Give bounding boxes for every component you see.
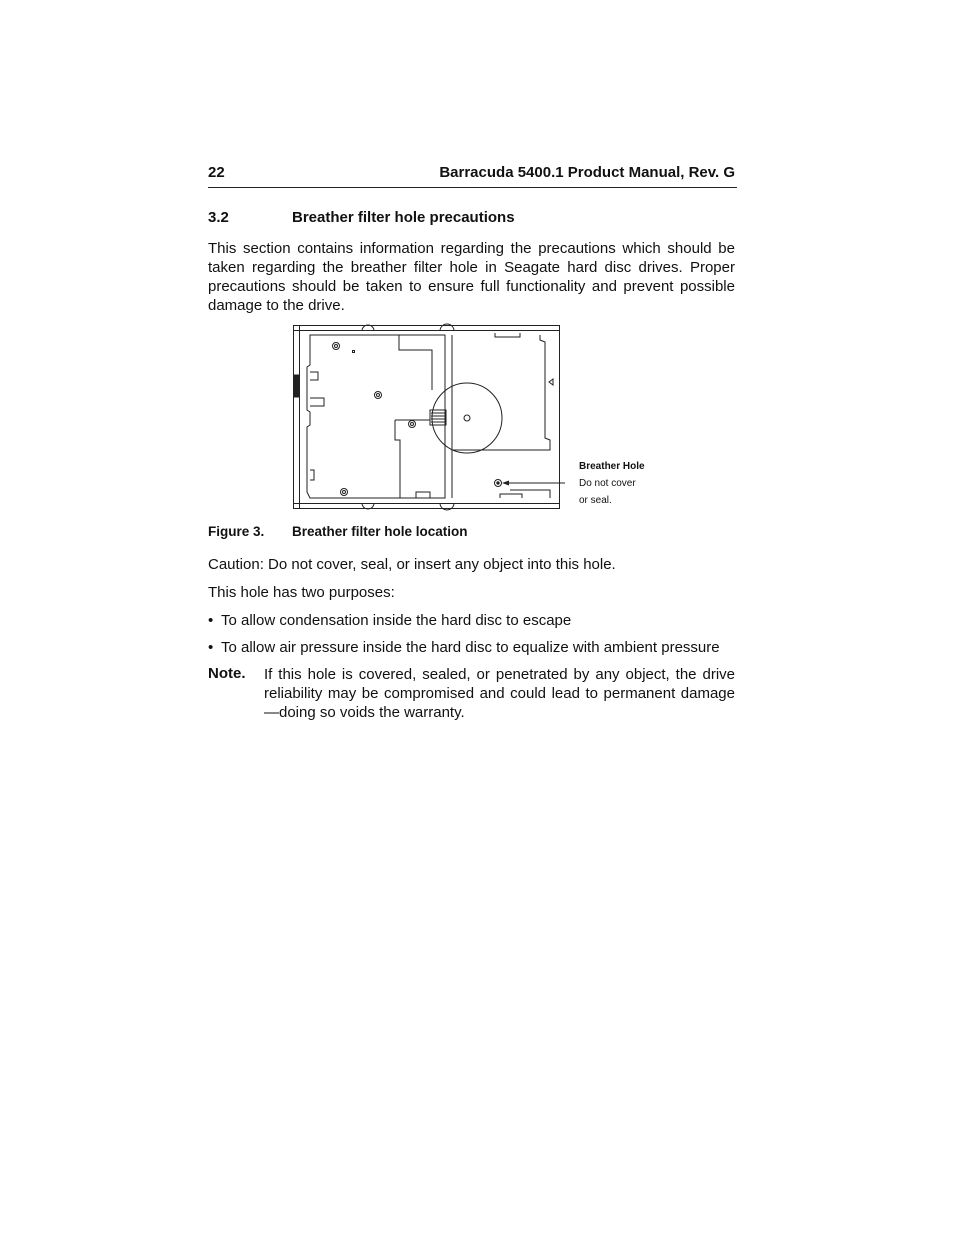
caution-text: Caution: Do not cover, seal, or insert any object into this hole. (208, 556, 616, 573)
header-rule (208, 187, 737, 188)
bullet-icon: • (208, 639, 214, 656)
screw-icon (409, 421, 416, 428)
figure-caption: Breather filter hole location (292, 524, 468, 539)
purposes-intro: This hole has two purposes: (208, 584, 395, 601)
arrow-head-icon (502, 481, 509, 486)
note-text: If this hole is covered, sealed, or penetrated by any object, the drive reliability may be compromised and could lead to permanent damage—doing so voids the warranty. (264, 666, 735, 721)
screw-icon (333, 343, 340, 350)
screw-icon (375, 392, 382, 399)
hard-drive-diagram (290, 320, 565, 515)
screw-icon (341, 489, 348, 496)
section-title: Breather filter hole precautions (292, 209, 515, 226)
callout-line-2: or seal. (579, 495, 612, 506)
list-item-text: To allow air pressure inside the hard disc to equalize with ambient pressure (221, 639, 720, 656)
drive-outline (294, 326, 560, 509)
list-item (208, 638, 738, 665)
page-number: 22 (208, 164, 225, 181)
running-header-title: Barracuda 5400.1 Product Manual, Rev. G (439, 164, 735, 181)
intro-paragraph: This section contains information regarding the precautions which should be taken regarding the breather filter hole in Seagate hard disc drives. Proper precautions should be taken to ensure full functionality and prevent possible damage to the drive. (208, 240, 735, 314)
callout-line-1: Do not cover (579, 478, 636, 489)
spindle-motor (432, 383, 502, 453)
callout-title: Breather Hole (579, 461, 645, 472)
note-label: Note. (208, 665, 246, 682)
list-item (208, 611, 738, 638)
pcb-outline (307, 335, 445, 498)
figure-number: Figure 3. (208, 524, 265, 539)
section-number: 3.2 (208, 209, 229, 226)
list-item-text: To allow condensation inside the hard disc to escape (221, 612, 572, 629)
bullet-list (208, 611, 738, 665)
bullet-icon: • (208, 612, 214, 629)
